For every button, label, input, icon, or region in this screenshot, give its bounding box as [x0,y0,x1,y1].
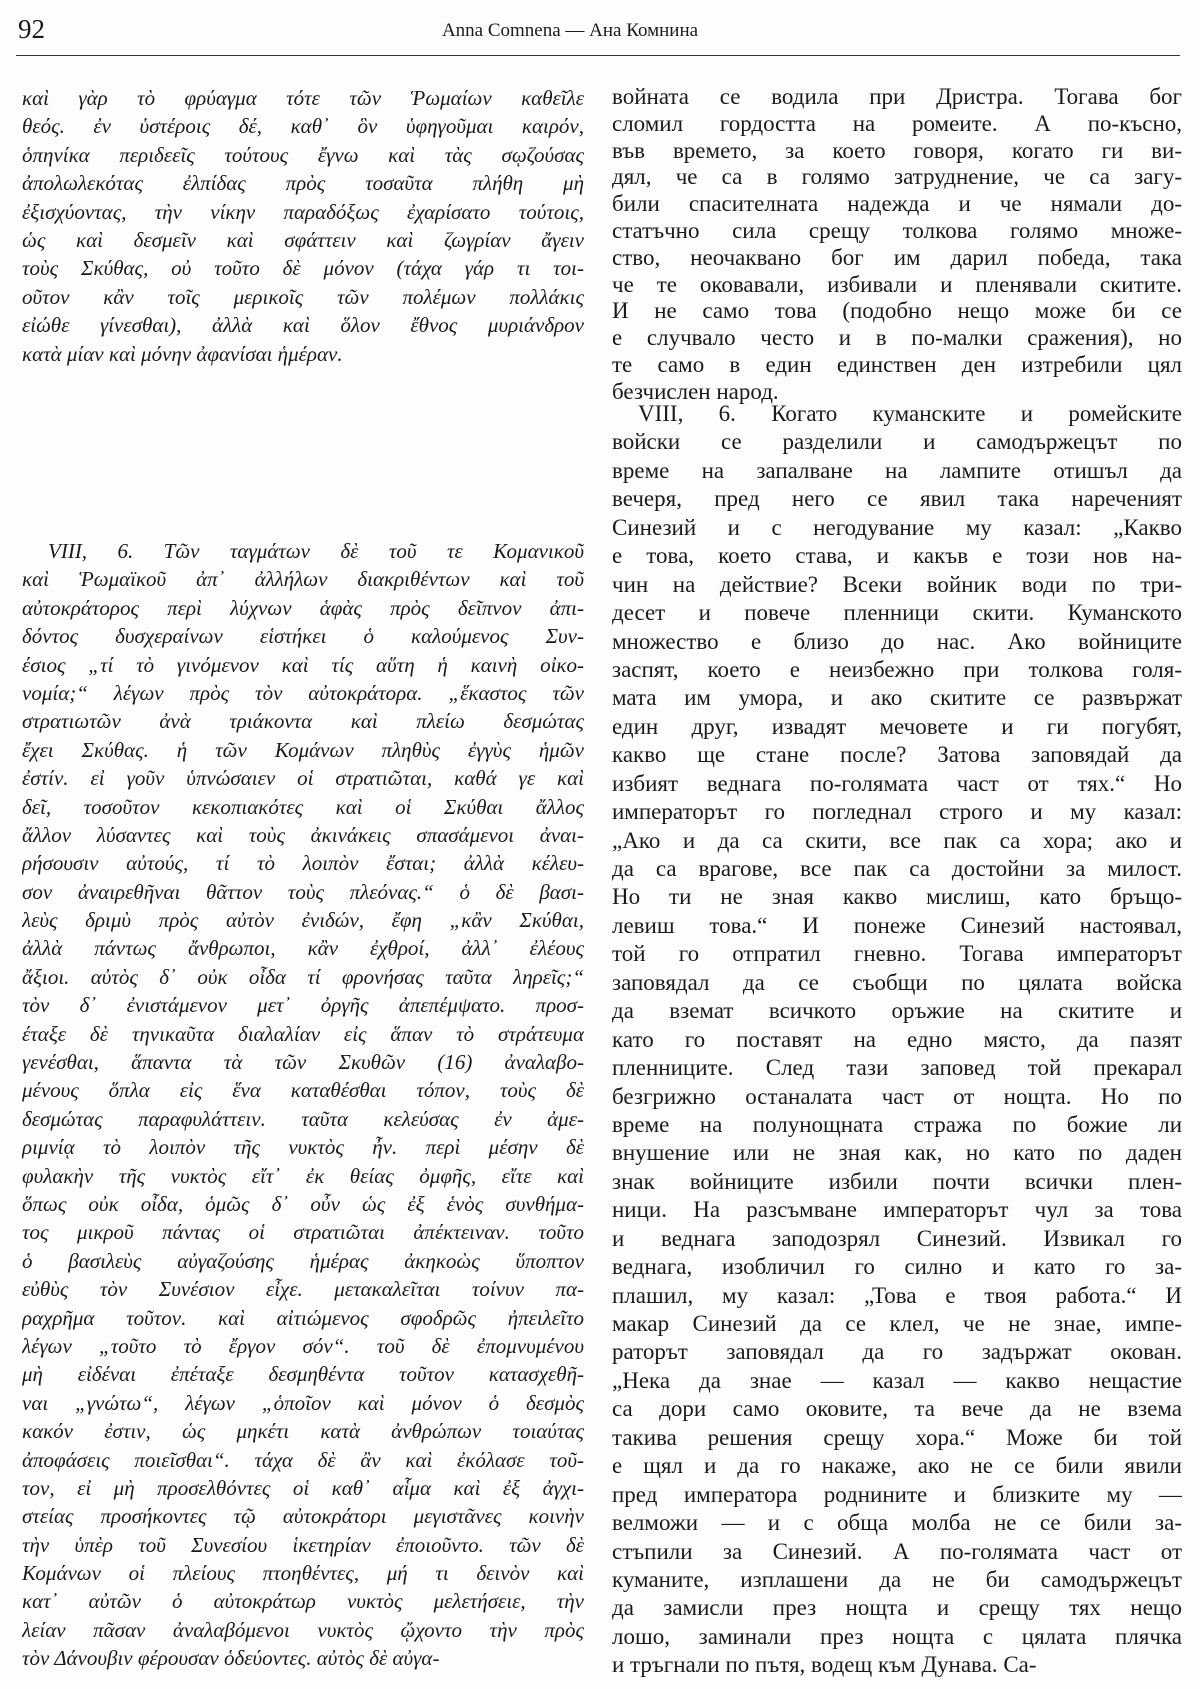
text-line: αὐτοκράτορος περὶ λύχνων ἁφὰς πρὸς δεῖπνον ἀπι- [22,595,584,620]
text-line: δόντος δυσχεραίνων εἱστήκει ὁ καλούμενος Συν- [22,624,584,649]
text-line: στείας προσήκοντες τῷ αὐτοκράτορι μεγιστᾶνες κοινὴν [22,1504,584,1529]
text-line: да замисли през нощта и срещу тях нещо [612,1595,1182,1621]
bulgarian-paragraph [612,400,1182,1680]
greek-paragraph [22,537,584,1673]
text-line: „Ако и да са скити, все пак са хора; ако и [612,827,1182,853]
text-line: εὐθὺς τὸν Συνέσιον εἶχε. μετακαλεῖται τοίνυν πα- [22,1277,584,1302]
text-line: VIII, 6. Τῶν ταγμάτων δὲ τοῦ τε Κομανικοῦ [48,539,584,563]
text-line: велможи — и с обща молба не се били за- [612,1510,1182,1536]
text-line: безчислен народ. [612,378,779,404]
text-line: ἄλλον λύσαντες καὶ τοὺς ἀκινάκεις σπασάμενοι ἀναι- [22,822,584,847]
text-line: войната се водила при Дристра. Тогава бог [612,84,1182,109]
text-line: статъчно сила срещу толкова голямо множе- [612,217,1182,243]
text-line: κατ᾿ αὐτῶν ὁ αὐτοκράτωρ νυκτὸς μελετήσειε, τὴν [22,1589,584,1614]
text-line: е щял и да го накаже, ако не се били явили [612,1453,1182,1479]
text-line: λέγων „τοῦτο τὸ ἔργον σόν“. τοῦ δὲ ἐπομνυμένου [22,1333,584,1358]
text-line: δεσμώτας παραφυλάττειν. ταῦτα κελεύσας ἐν ἀμε- [22,1106,584,1131]
text-line: като го поставят на едно място, да пазят [612,1026,1182,1052]
text-line: ἔχει Σκύθας. ἡ τῶν Κομάνων πληθὺς ἐγγὺς ἡμῶν [22,737,584,762]
text-line: множество е близо до нас. Ако войниците [612,628,1182,654]
text-line: γενέσθαι, ἅπαντα τὰ τῶν Σκυθῶν (16) ἀναλαβο- [22,1050,584,1075]
text-line: τος μικροῦ πάντας οἱ στρατιῶται ἀπέκτειναν. τοῦτο [22,1220,584,1245]
text-line: един друг, извадят мечовете и ги погубят, [612,713,1182,739]
text-line: заспят, което е неизбежно при толкова голя- [612,656,1182,682]
text-line: λεὺς δριμὺ πρὸς αὐτὸν ἐνιδών, ἔφη „κἂν Σκύθαι, [22,908,584,933]
text-line: δεῖ, τοσοῦτον κεκοπιακότες καὶ οἱ Σκύθαι ἄλλος [22,794,584,819]
text-line: τον, εἰ μὴ προσελθόντες οἱ καθ᾿ αἷμα καὶ ἐξ ἀγχι- [22,1475,584,1500]
text-line: Но ти не зная какво мислиш, като бръщо- [612,884,1182,910]
text-line: и тръгнали по пътя, водещ към Дунава. Са- [612,1652,1037,1678]
text-line: τὴν ὑπὲρ τοῦ Συνεσίου ἱκετηρίαν ἐποιοῦντο. τῶν δὲ [22,1532,584,1557]
text-line: време на полунощната стража по божие ли [612,1111,1182,1137]
text-line: λείαν πᾶσαν ἀναλαβόμενοι νυκτὸς ᾤχοντο τὴν πρὸς [22,1617,584,1642]
text-line: куманите, изплашени да не би самодържецът [612,1566,1182,1592]
text-line: ναι „γνώτω“, λέγων „ὁποῖον καὶ μόνον ὁ δεσμὸς [22,1390,584,1415]
text-line: вечеря, пред него се явил така нареченият [612,486,1182,512]
text-line: дял, че са в голямо затруднение, че са загу- [612,164,1182,190]
text-line: νομία;“ λέγων πρὸς τὸν αὐτοκράτορα. „ἕκαστος τῶν [22,680,584,705]
text-line: ὁ βασιλεὺς αὐγαζούσης ἡμέρας ἀκηκοὼς ὕποπτον [22,1248,584,1273]
text-line: раторът заповядал да го задържат окован. [612,1339,1182,1365]
text-line: ραχρῆμα τοῦτον. καὶ αἰτιώμενος σφοδρῶς ἠπειλεῖτο [22,1305,584,1330]
text-line: Синезий и с негодувание му казал: „Какво [612,514,1182,540]
text-line: пленниците. След тази заповед той прекарал [612,1055,1182,1081]
text-line: ὁπηνίκα περιδεεῖς τούτους ἔγνω καὶ τὰς σῳζούσας [22,142,584,167]
text-line: θεός. ἐν ὑστέροις δέ, καθ᾿ ὃν ὑφηγοῦμαι καιρόν, [22,114,584,139]
text-line: έσιος „τί τὸ γινόμενον καὶ τίς αὕτη ἡ καινὴ οἰκο- [22,652,584,677]
text-line: чин на действие? Всеки войник води по три- [612,571,1182,597]
text-line: И не само това (подобно нещо може би се [612,298,1182,324]
text-line: ници. На разсъмване императорът чул за това [612,1197,1182,1223]
text-line: ἀλλὰ πάντως ἄνθρωποι, κἂν ἐχθροί, ἀλλ᾿ ἐλέους [22,936,584,961]
text-line: били спасителната надежда и че нямали до- [612,191,1182,217]
text-line: те само в един единствен ден изтребили цял [612,351,1182,377]
text-line: Κομάνων οἱ πλείους πτοηθέντες, μή τι δεινὸν καὶ [22,1561,584,1586]
text-line: са дори само оковите, та вече да не взема [612,1396,1182,1422]
text-line: време на запалване на лампите отишъл да [612,457,1182,483]
text-line: στρατιωτῶν ἀνὰ τριάκοντα καὶ πλείω δεσμώτας [22,709,584,734]
text-line: τὸν δ᾿ ἐνιστάμενον μετ᾿ ὀργῆς ἀπεπέμψατο. προσ- [22,993,584,1018]
text-line: десет и повече пленници скити. Куманското [612,600,1182,626]
text-line: ὅπως οὐκ οἶδα, ὁμῶς δ᾿ οὖν ὡς ἐξ ἑνὸς συνθήμα- [22,1191,584,1216]
text-line: мата им умора, и ако скитите се развържат [612,685,1182,711]
text-line: καὶ γὰρ τὸ φρύαγμα τότε τῶν Ῥωμαίων καθεῖλε [22,86,584,110]
text-line: εἰώθε γίνεσθαι), ἀλλὰ καὶ ὅλον ἔθνος μυριάνδρον [22,313,584,338]
text-line: да вземат всичкото оръжие на скитите и [612,998,1182,1024]
bulgarian-paragraph [612,84,1182,406]
text-line: τοὺς Σκύθας, οὐ τοῦτο δὲ μόνον (τάχα γάρ τι τοι- [22,256,584,281]
text-line: избият веднага по-голямата част от тях.“ Но [612,770,1182,796]
text-line: императорът го погледнал строго и му казал: [612,799,1182,825]
text-line: ἀποφάσεις ποιεῖσθαι“. τάχα δὲ ἂν καὶ ἐκόλασε τοῦ- [22,1447,584,1472]
text-line: „Нека да знае — казал — какво нещастие [612,1367,1182,1393]
greek-paragraph [22,84,584,368]
text-line: такива решения срещу хора.“ Може би той [612,1424,1182,1450]
text-line: ἀπολωλεκότας ἐλπίδας πρὸς τοσαῦτα πλήθη μὴ [22,171,584,196]
text-line: ρήσουσιν αὐτούς, τί τὸ λοιπὸν ἔσται; ἀλλὰ κέλευ- [22,851,584,876]
text-line: стъпили за Синезий. А по-голямата част от [612,1538,1182,1564]
text-line: той го отпратил гневно. Тогава императорът [612,941,1182,967]
text-line: знак войниците избили почти всички плен- [612,1168,1182,1194]
text-line: μὴ εἰδέναι ἐπέταξε δεσμηθέντα τοῦτον κατασχεθῆ- [22,1362,584,1387]
text-line: ἄξιοι. αὐτὸς δ᾿ οὐκ οἶδα τί φρονήσας ταῦτα ληρεῖς;“ [22,964,584,989]
text-line: ριμνίᾳ τὸ λοιπὸν τῆς νυκτὸς ἦν. περὶ μέσην δὲ [22,1135,584,1160]
text-line: е това, което става, и какъв е този нов на- [612,543,1182,569]
text-line: макар Синезий да се клел, че не знае, импе- [612,1311,1182,1336]
text-line: καὶ Ῥωμαϊκοῦ ἀπ᾿ ἀλλήλων διακριθέντων καὶ τοῦ [22,567,584,592]
text-line: οῦτον κἂν τοῖς μερικοῖς τῶν πολέμων πολλάκις [22,284,584,309]
text-line: е случвало често и в по-малки сражения), но [612,325,1182,351]
text-line: ἐξισχύοντας, τὴν νίκην παραδόξως ἐχαρίσατο τούτοις, [22,199,584,224]
text-line: какво ще стане после? Затова заповядай да [612,742,1182,768]
text-line: левиш това.“ И понеже Синезий настоявал, [612,912,1182,938]
text-line: заповядал да се съобщи по цялата войска [612,969,1182,995]
text-line: безгрижно останалата част от нощта. Но по [612,1083,1182,1109]
header-rule [16,55,1180,56]
text-line: веднага, изобличил го силно и като го за- [612,1254,1182,1280]
text-line: ἐστίν. εἰ γοῦν ὑπνώσαιεν οἱ στρατιῶται, καθά γε καὶ [22,766,584,791]
text-line: κατὰ μίαν καὶ μόνην ἀφανίσαι ἡμέραν. [22,341,343,366]
text-line: έταξε δὲ τηνικαῦτα διαλαλίαν εἰς ἅπαν τὸ στράτευμα [22,1021,584,1046]
text-line: пред императора роднините и близките му — [612,1481,1182,1507]
text-line: φυλακὴν τῆς νυκτὸς εἴτ᾿ ἐκ θείας ὀμφῆς, εἴτε καὶ [22,1163,584,1188]
text-line: μένους ὅπλα εἰς ἕνα καταθέσθαι τόπον, τοὺς δὲ [22,1078,584,1103]
text-line: войски се разделили и самодържецът по [612,429,1182,455]
text-line: ство, неочаквано бог им дарил победа, така [612,244,1182,270]
text-line: σον ἀναιρεθῆναι θᾶττον τοὺς πλεόνας.“ ὁ δὲ βασι- [22,879,584,904]
text-line: да са врагове, все пак са достойни за милост. [612,856,1182,881]
text-line: внушение или не зная как, но като по даден [612,1140,1182,1166]
text-line: τὸν Δάνουβιν φέρουσαν ὁδεύοντες. αὐτὸς δὲ αὐγα- [22,1646,440,1671]
text-line: че те оковавали, избивали и пленявали скитите. [612,271,1182,297]
running-title: Anna Comnena — Ана Комнина [441,20,699,41]
page-number: 92 [18,14,45,44]
text-line: плашил, му казал: „Това е твоя работа.“ И [612,1282,1182,1308]
text-line: κακόν ἐστιν, ὡς μηκέτι κατὰ ἀνθρώπων τοιαύτας [22,1419,584,1444]
text-line: сломил гордостта на ромеите. А по-късно, [612,110,1182,136]
text-line: ὡς καὶ δεσμεῖν καὶ σφάττειν καὶ ζωγρίαν ἄγειν [22,227,584,252]
text-line: лошо, заминали през нощта с цялата плячка [612,1623,1182,1649]
text-line: VIII, 6. Когато куманските и ромейските [638,401,1182,426]
text-line: във времето, за което говоря, когато ги ви- [612,137,1182,163]
text-line: и веднага заподозрял Синезий. Извикал го [612,1225,1182,1251]
